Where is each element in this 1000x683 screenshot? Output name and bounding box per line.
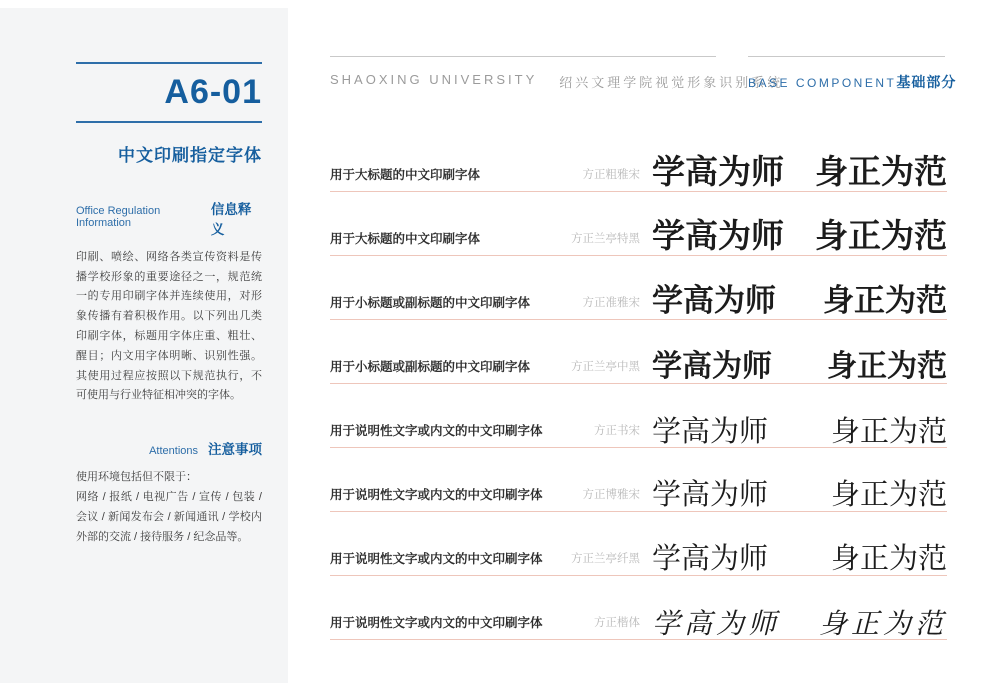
font-specimen-row — [330, 576, 947, 640]
font-name-label: 方正楷体 — [594, 617, 640, 629]
usage-label: 用于说明性文字或内文的中文印刷字体 — [330, 424, 543, 438]
font-specimen-row — [330, 192, 947, 256]
usage-label: 用于小标题或副标题的中文印刷字体 — [330, 360, 531, 374]
sample-phrase-left: 学高为师 — [652, 283, 776, 320]
sample-phrase-left: 学高为师 — [652, 216, 784, 256]
font-specimen-row — [330, 384, 947, 448]
usage-label: 用于小标题或副标题的中文印刷字体 — [330, 296, 531, 310]
vi-system-title-zh: 绍兴文理学院视觉形象识别系统 — [559, 75, 784, 90]
sample-phrase-left: 学高为师 — [652, 413, 769, 448]
page-code: A6-01 — [164, 73, 262, 111]
sample-phrase-left: 学高为师 — [652, 606, 781, 640]
section-name-en: BASE COMPONENT — [748, 76, 897, 90]
attention-intro: 使用环境包括但不限于： — [76, 471, 197, 484]
header-left — [330, 56, 784, 91]
sample-phrase-right: 身正为范 — [830, 478, 947, 511]
info-heading-en: Office Regulation Information — [76, 204, 161, 229]
sample-phrase-right: 身正为范 — [815, 216, 947, 256]
font-name-label: 方正书宋 — [594, 425, 640, 437]
font-sample-text — [652, 413, 947, 448]
info-paragraph: 印刷、喷绘、网络各类宣传资料是传播学校形象的重要途径之一，规范统一的专用印刷字体并连续使用，对形象传播有着积极作用。以下列出几类印刷字体，标题用字体庄重、粗壮、醒目；内文用字体明晰、识别性强。其使用过程应按照以下规范执行，不可使用与行业特征相冲突的字体。 — [76, 250, 262, 402]
sidebar-panel — [0, 8, 288, 683]
font-name-label: 方正准雅宋 — [582, 297, 640, 309]
font-sample-text — [652, 216, 947, 256]
font-sample-text — [652, 285, 947, 319]
sidebar-column — [76, 62, 262, 547]
usage-label: 用于说明性文字或内文的中文印刷字体 — [330, 488, 543, 502]
info-section-heading — [76, 198, 262, 238]
font-name-label: 方正兰亭中黑 — [571, 361, 640, 373]
attention-paragraph — [76, 468, 262, 547]
sample-phrase-right: 身正为范 — [823, 283, 947, 320]
font-sample-text — [652, 152, 947, 192]
university-name-en: SHAOXING UNIVERSITY — [330, 72, 538, 87]
sample-phrase-right: 身正为范 — [830, 413, 947, 448]
top-divider — [76, 62, 262, 64]
sample-phrase-left: 学高为师 — [652, 348, 772, 384]
font-sample-text — [652, 348, 947, 384]
sample-phrase-left: 学高为师 — [652, 152, 784, 192]
usage-label: 用于大标题的中文印刷字体 — [330, 168, 481, 182]
font-sample-text — [652, 606, 947, 640]
usage-label: 用于大标题的中文印刷字体 — [330, 232, 481, 246]
font-name-label: 方正兰亭特黑 — [571, 233, 640, 245]
font-name-label: 方正兰亭纤黑 — [571, 553, 640, 565]
page-title: 中文印刷指定字体 — [118, 145, 262, 165]
sample-phrase-right: 身正为范 — [827, 348, 947, 384]
sample-phrase-right: 身正为范 — [830, 542, 947, 575]
font-name-label: 方正博雅宋 — [582, 489, 640, 501]
header-right — [748, 56, 957, 92]
sample-phrase-right: 身正为范 — [815, 152, 947, 192]
attention-heading-zh: 注意事项 — [208, 442, 262, 458]
font-specimen-row — [330, 512, 947, 576]
sample-phrase-left: 学高为师 — [652, 542, 769, 575]
font-specimen-row — [330, 448, 947, 512]
code-divider — [76, 121, 262, 123]
font-name-label: 方正粗雅宋 — [582, 169, 640, 181]
usage-label: 用于说明性文字或内文的中文印刷字体 — [330, 616, 543, 630]
attention-body: 网络 / 报纸 / 电视广告 / 宣传 / 包装 / 会议 / 新闻发布会 / 新闻通讯 / 学校内外部的交流 / 接待服务 / 纪念品等。 — [76, 490, 262, 543]
attention-heading-en: Attentions — [149, 445, 198, 458]
attention-section-heading — [76, 438, 262, 458]
section-name-zh: 基础部分 — [896, 74, 957, 90]
font-specimen-list — [330, 128, 947, 640]
sample-phrase-right: 身正为范 — [818, 606, 947, 640]
font-specimen-row — [330, 256, 947, 320]
font-specimen-row — [330, 128, 947, 192]
font-sample-text — [652, 480, 947, 511]
font-sample-text — [652, 544, 947, 575]
usage-label: 用于说明性文字或内文的中文印刷字体 — [330, 552, 543, 566]
font-specimen-row — [330, 320, 947, 384]
info-heading-zh: 信息释义 — [210, 201, 252, 237]
sample-phrase-left: 学高为师 — [652, 478, 769, 511]
